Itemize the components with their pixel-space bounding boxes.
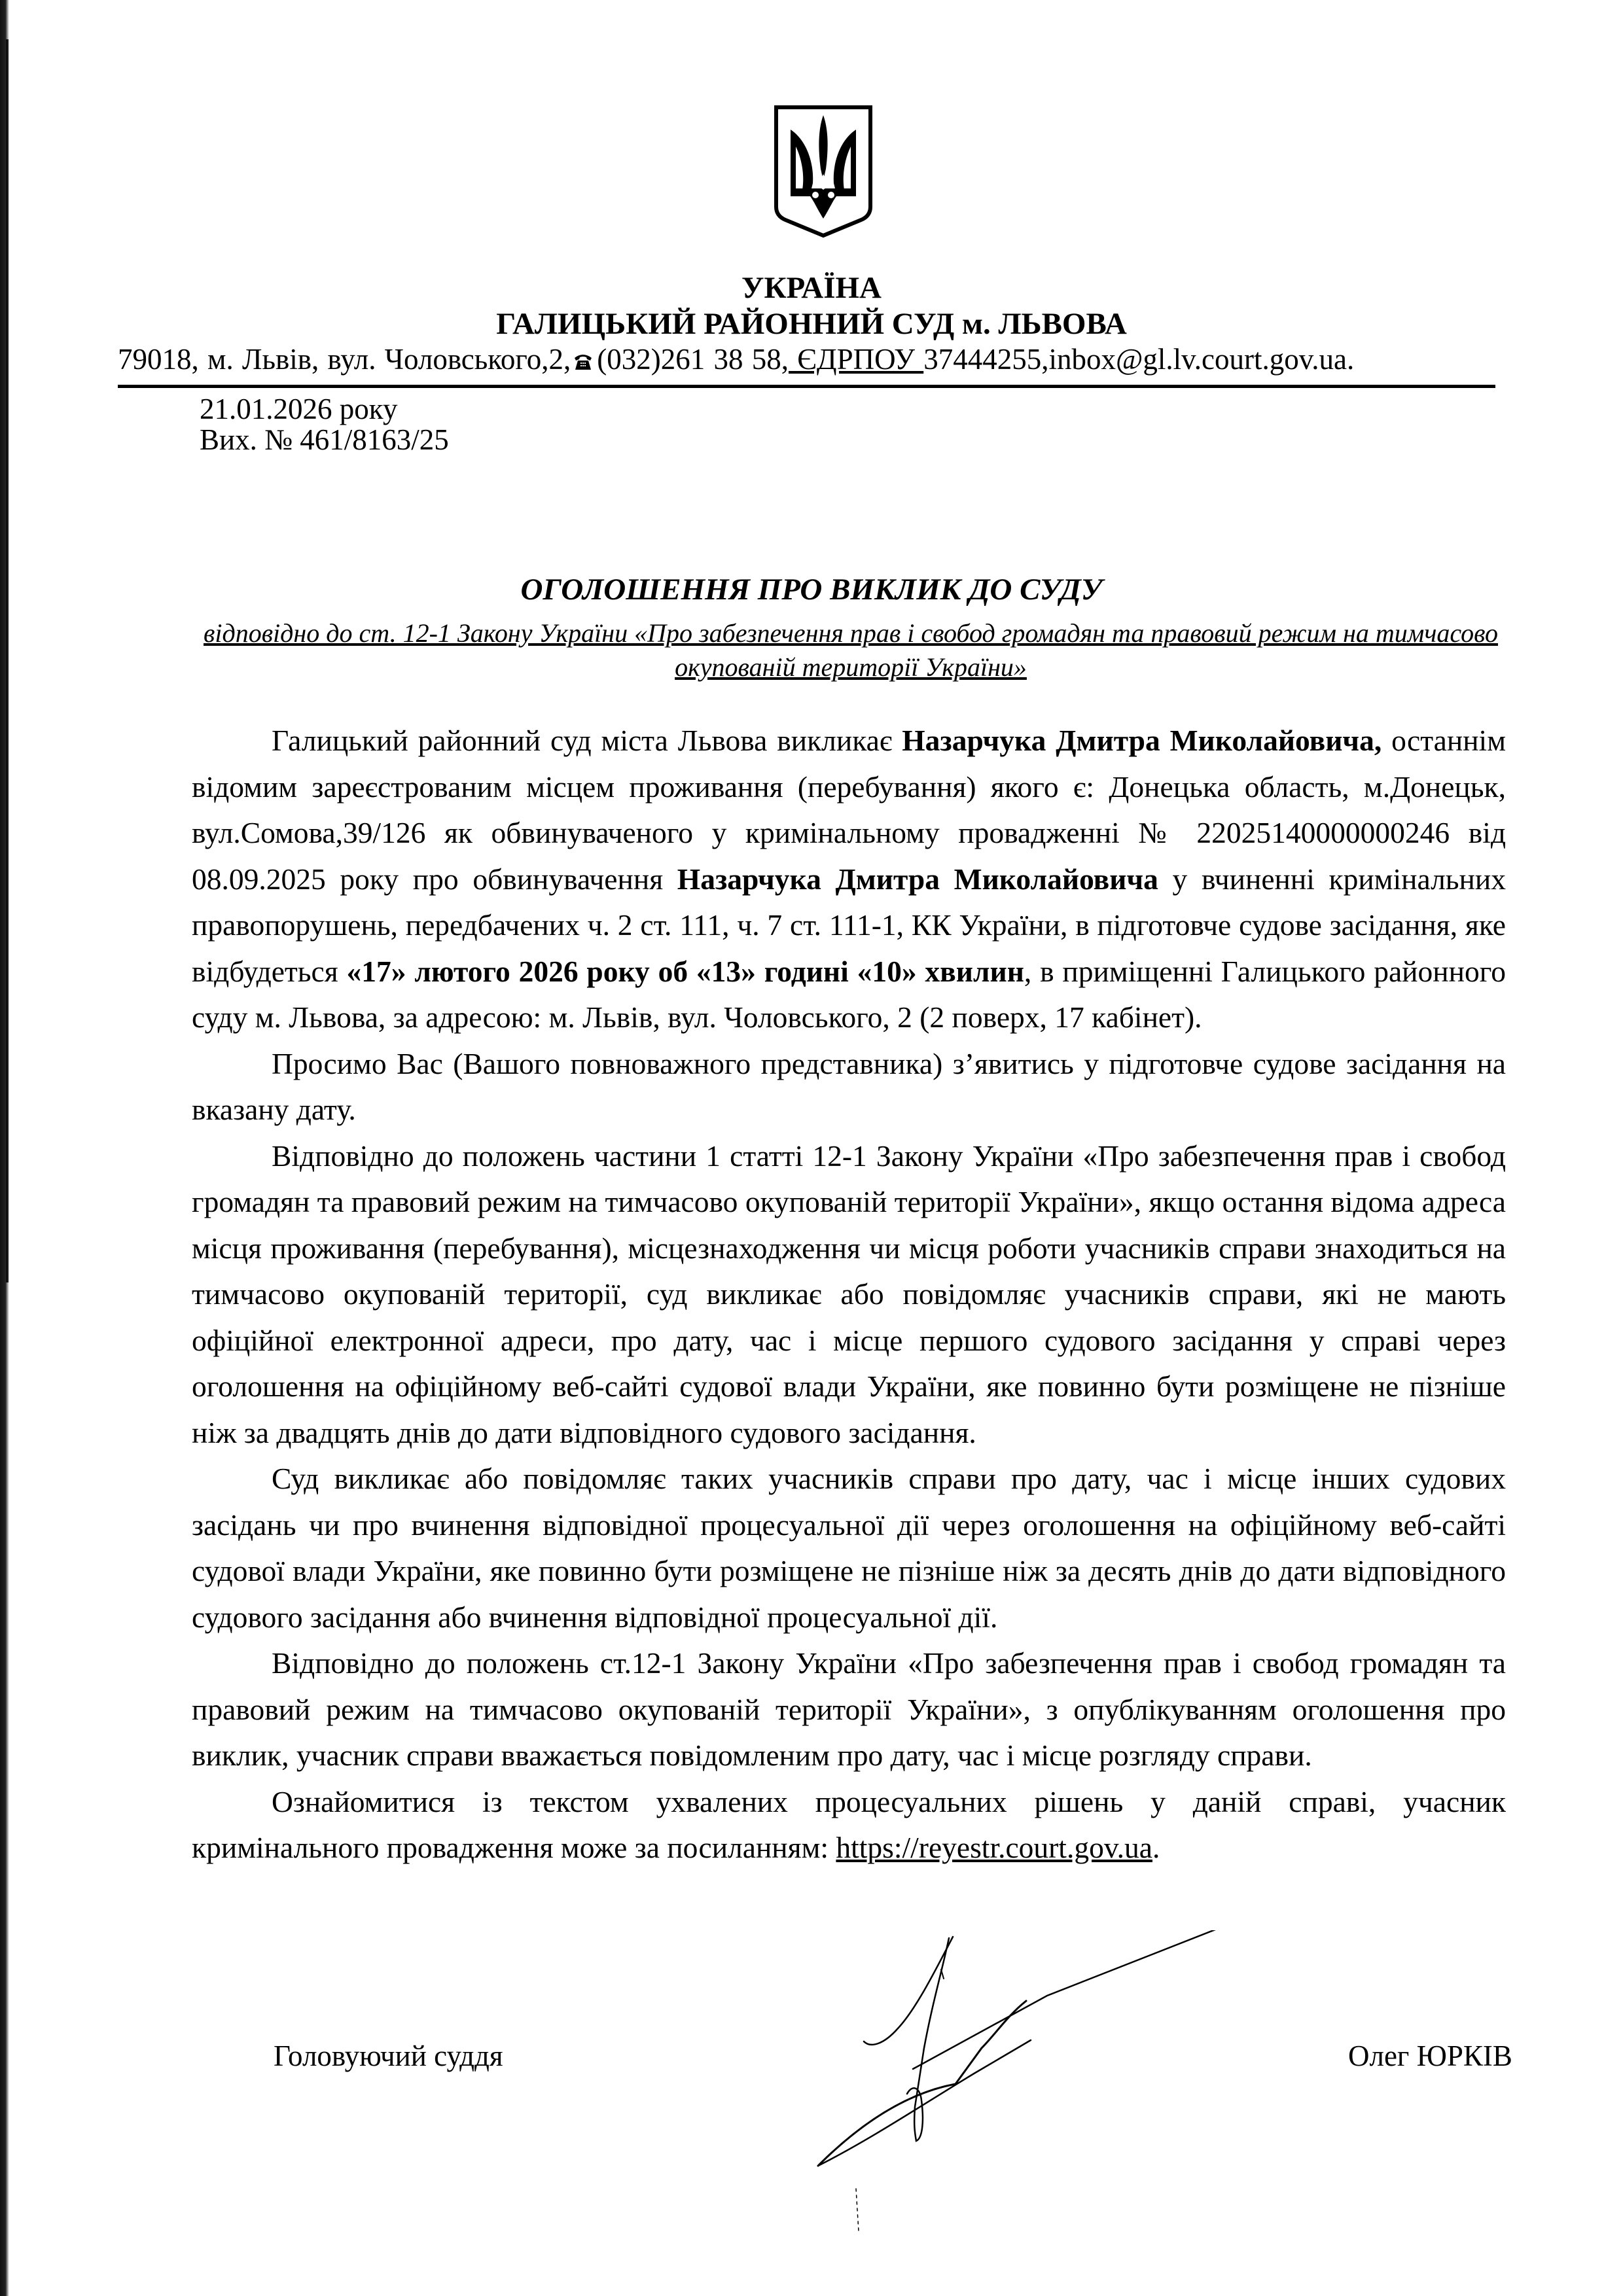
- court-address: 79018, м. Львів, вул. Чоловського,2,: [118, 343, 571, 376]
- document-body: [192, 718, 1506, 1871]
- court-address-line: [118, 345, 1499, 374]
- paragraph-text: останнім відомим зареєстрованим місцем проживання (перебування) якого є: Донецька область, м.Донецьк, вул.Сомова,39/126 як обвинуваченого у кримінальному провадженні № 22025140000000246 від 08.09.2025 року про обвинувачення: [192, 724, 1506, 896]
- outgoing-number: Вих. № 461/8163/25: [200, 423, 449, 456]
- coat-of-arms-icon: [772, 103, 874, 238]
- header-court-name: ГАЛИЦЬКИЙ РАЙОННИЙ СУД м. ЛЬВОВА: [496, 307, 1127, 341]
- signatory-name: Олег ЮРКІВ: [1348, 2040, 1512, 2072]
- paragraph-notification: Відповідно до положень ст.12-1 Закону України «Про забезпечення прав і свобод громадян та правовий режим на тимчасово окупованій території України», з опублікуванням оголошення про виклик, учасник справи вважається повідомленим про дату, час і місце розгляду справи.: [192, 1646, 1506, 1772]
- hearing-datetime: «17» лютого 2026 року об «13» годині «10» хвилин: [346, 954, 1024, 988]
- accused-name: Назарчука Дмитра Миколайовича: [677, 862, 1158, 896]
- header-country: УКРАЇНА: [741, 271, 882, 305]
- paragraph-registry-link: [192, 1779, 1506, 1871]
- paragraph-law-other-hearings: Суд викликає або повідомляє таких учасників справи про дату, час і місце інших судових засідань чи про вчинення відповідної процесуальної дії через оголошення на офіційному веб-сайті судової влади України, яке повинно бути розміщене не пізніше ніж за десять днів до дати відповідного судового засідання або вчинення відповідної процесуальної дії.: [192, 1462, 1506, 1634]
- registry-link[interactable]: https://reyestr.court.gov.ua: [836, 1831, 1152, 1864]
- document-title: ОГОЛОШЕННЯ ПРО ВИКЛИК ДО СУДУ: [520, 573, 1103, 607]
- letter-date: 21.01.2026 року: [200, 393, 398, 425]
- paragraph-request: Просимо Вас (Вашого повноважного представника) з’явитись у підготовче судове засідання на вказану дату.: [192, 1046, 1506, 1126]
- paragraph-text: , в приміщенні Галицького районного суду м. Львова, за адресою: м. Львів, вул. Чоловського, 2 (2 поверх, 17 кабінет).: [192, 954, 1506, 1034]
- telephone-icon: [573, 351, 593, 371]
- document-subtitle: відповідно до ст. 12-1 Закону України «Про забезпечення прав і свобод громадян та правовий режим на тимчасово окупованій території України»: [203, 618, 1499, 682]
- edrpou-label: ЄДРПОУ: [788, 343, 924, 376]
- paragraph-text: Галицький районний суд міста Львова викликає: [272, 724, 902, 757]
- paragraph-law-first-hearing: Відповідно до положень частини 1 статті 12-1 Закону України «Про забезпечення прав і свобод громадян та правовий режим на тимчасово окупованій території України», якщо остання відома адреса місця проживання (перебування), місцезнаходження чи місця роботи учасників справи знаходиться на тимчасово окупованій території, суд викликає або повідомляє учасників справи, які не мають офіційної електронної адреси, про дату, час і місце першого судового засідання у справі через оголошення на офіційному веб-сайті судової влади України, яке повинно бути розміщене не пізніше ніж за двадцять днів до дати відповідного судового засідання.: [192, 1139, 1506, 1449]
- signatory-role: Головуючий суддя: [274, 2040, 503, 2072]
- signature-scribble: [707, 1930, 1230, 2270]
- paragraph-summons: [192, 718, 1506, 1041]
- edrpou-and-email: 37444255,inbox@gl.lv.court.gov.ua.: [923, 343, 1355, 376]
- paragraph-text: у вчиненні кримінальних правопорушень, передбачених ч. 2 ст. 111, ч. 7 ст. 111-1, КК України, в підготовче судове засідання, яке відбудеться: [192, 862, 1507, 988]
- paragraph-text: Ознайомитися із текстом ухвалених процесуальних рішень у даній справі, учасник кримінального провадження може за посиланням:: [192, 1784, 1506, 1864]
- court-phone: (032)261 38 58,: [597, 343, 789, 376]
- header-divider: [118, 385, 1495, 388]
- scan-edge-line: [6, 39, 9, 1282]
- accused-name: Назарчука Дмитра Миколайовича,: [902, 724, 1382, 757]
- paragraph-text: .: [1152, 1831, 1160, 1864]
